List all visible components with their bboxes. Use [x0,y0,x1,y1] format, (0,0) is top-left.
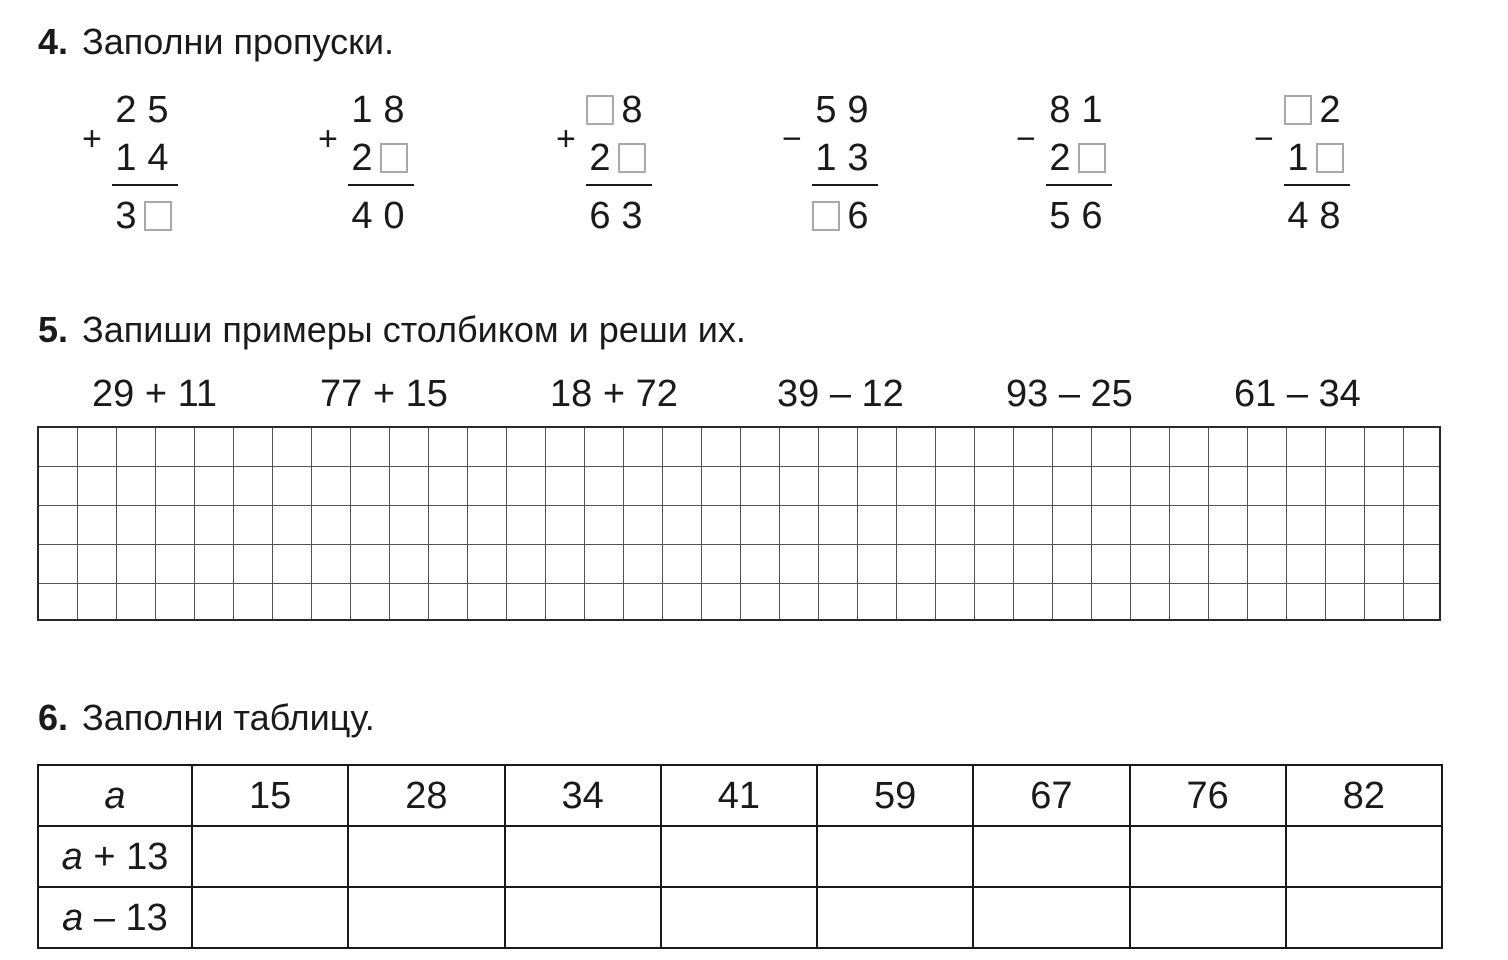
table-cell-blank[interactable] [661,826,817,887]
task-6-title [38,698,375,738]
example: 39 – 12 [777,373,904,415]
digit: 8 [621,89,643,131]
squared-writing-grid[interactable] [37,426,1441,621]
digit-row-top [112,88,178,132]
row-header-a: a [38,765,192,826]
example: 29 + 11 [92,373,218,415]
minus-sign: − [1016,120,1036,158]
digit: 6 [589,195,611,237]
blank-digit-box[interactable] [1284,95,1312,125]
digit-row-res [812,194,878,238]
table-cell-value: 41 [661,765,817,826]
value-table [37,764,1443,949]
table-cell-blank[interactable] [1286,826,1442,887]
table-cell-blank[interactable] [192,826,348,887]
digit-row-top [586,88,652,132]
table-cell-value: 15 [192,765,348,826]
digit-row-res [586,194,652,238]
digit-row-top [1284,88,1350,132]
table-cell-value: 76 [1130,765,1286,826]
digit: 3 [621,195,643,237]
row-header-a-plus-13: a + 13 [38,826,192,887]
table-cell-value: 59 [817,765,973,826]
task-number: 5. [38,309,69,350]
digit-row-top [348,88,414,132]
minus-sign: − [782,120,802,158]
sum-line [812,184,878,186]
task-4-title [38,22,394,62]
blank-digit-box[interactable] [812,201,840,231]
digit-row-mid [586,136,652,180]
digit: 4 [1287,195,1309,237]
digit: 3 [847,137,869,179]
digit: 6 [1081,195,1103,237]
table-cell-blank[interactable] [817,887,973,948]
digit: 4 [147,137,169,179]
sum-line [348,184,414,186]
table-cell-value: 28 [348,765,504,826]
digit-row-mid [1046,136,1112,180]
task-text: Заполни таблицу. [82,697,375,738]
table-cell-blank[interactable] [817,826,973,887]
digit-row-res [348,194,414,238]
table-cell-blank[interactable] [1130,887,1286,948]
digit-row-res [1046,194,1112,238]
plus-sign: + [82,120,102,158]
digit: 2 [115,89,137,131]
table-cell-blank[interactable] [505,826,661,887]
task-number: 4. [38,21,69,62]
digit: 4 [351,195,373,237]
digit-row-top [812,88,878,132]
digit: 8 [1049,89,1071,131]
digit: 1 [1287,137,1309,179]
digit-row-top [1046,88,1112,132]
task-text: Заполни пропуски. [82,21,395,62]
digit-row-mid [812,136,878,180]
digit: 2 [1319,89,1341,131]
sum-line [1046,184,1112,186]
row-header-a-minus-13: a – 13 [38,887,192,948]
task-number: 6. [38,697,69,738]
digit: 5 [1049,195,1071,237]
digit: 5 [815,89,837,131]
digit-row-res [112,194,178,238]
blank-digit-box[interactable] [380,143,408,173]
task-text: Запиши примеры столбиком и реши их. [82,309,746,350]
digit-row-mid [348,136,414,180]
digit: 1 [1081,89,1103,131]
sum-line [586,184,652,186]
digit: 2 [1049,137,1071,179]
digit: 9 [847,89,869,131]
table-cell-blank[interactable] [661,887,817,948]
digit: 3 [115,195,137,237]
minus-sign: − [1254,120,1274,158]
blank-digit-box[interactable] [586,95,614,125]
digit: 0 [383,195,405,237]
plus-sign: + [556,120,576,158]
column-problem [752,88,942,248]
blank-digit-box[interactable] [1316,143,1344,173]
digit: 2 [589,137,611,179]
digit-row-res [1284,194,1350,238]
blank-digit-box[interactable] [618,143,646,173]
table-cell-blank[interactable] [348,887,504,948]
digit: 1 [115,137,137,179]
table-cell-blank[interactable] [973,887,1129,948]
digit: 5 [147,89,169,131]
table-cell-blank[interactable] [1130,826,1286,887]
digit: 1 [351,89,373,131]
table-cell-value: 34 [505,765,661,826]
example: 93 – 25 [1006,373,1133,415]
table-cell-blank[interactable] [973,826,1129,887]
table-row-a-plus-13 [38,826,1442,887]
example: 77 + 15 [320,373,448,415]
plus-sign: + [318,120,338,158]
examples-row [0,372,1508,416]
sum-line [1284,184,1350,186]
digit: 2 [351,137,373,179]
table-cell-blank[interactable] [505,887,661,948]
digit: 1 [815,137,837,179]
example: 18 + 72 [550,373,678,415]
example: 61 – 34 [1234,373,1361,415]
column-problem [52,88,242,248]
table-cell-blank[interactable] [192,887,348,948]
blank-digit-box[interactable] [1078,143,1106,173]
digit: 8 [1319,195,1341,237]
column-problem [986,88,1176,248]
digit-row-mid [1284,136,1350,180]
table-row-a-minus-13 [38,887,1442,948]
table-row-a [38,765,1442,826]
column-problem [1224,88,1414,248]
digit: 6 [847,195,869,237]
table-cell-value: 82 [1286,765,1442,826]
table-cell-blank[interactable] [1286,887,1442,948]
column-problem [526,88,716,248]
digit-row-mid [112,136,178,180]
table-cell-value: 67 [973,765,1129,826]
task-5-title [38,310,746,350]
blank-digit-box[interactable] [144,201,172,231]
sum-line [112,184,178,186]
table-cell-blank[interactable] [348,826,504,887]
digit: 8 [383,89,405,131]
column-problem [288,88,478,248]
